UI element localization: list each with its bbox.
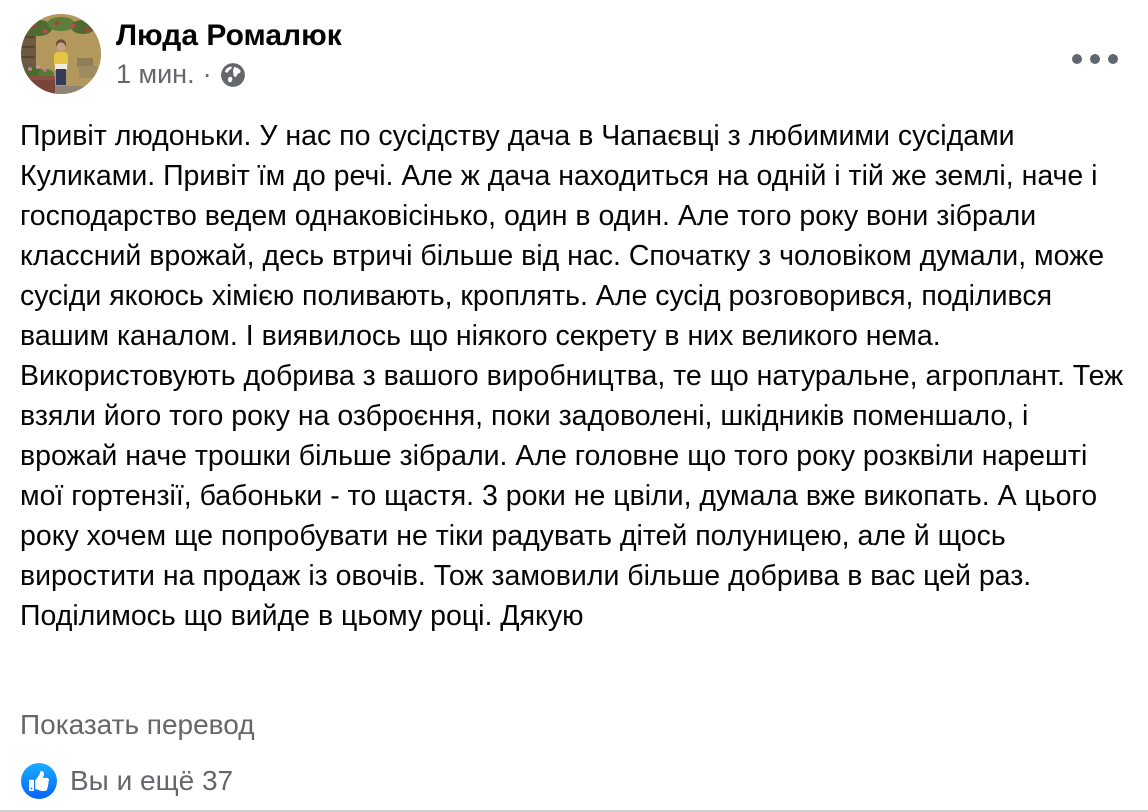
meta-separator: · <box>202 59 212 89</box>
globe-icon <box>220 62 246 88</box>
post-body-text: Привіт людоньки. У нас по сусідству дача в Чапаєвці з любимими сусідами Куликами. Привіт їм до речі. Але ж дача находиться на одній і тій же землі, наче і господарство ведем однаковісінько, один в один. Але того року вони зібрали классний врожай, десь втричі більше від нас. Спочатку з чоловіком думали, може сусіди якоюсь хімією поливають, кроплять. Але сусід розговорився, поділився вашим каналом. І виявилось що ніякого секрету в них великого нема. Використовують добрива з вашого виробництва, те що натуральне, агроплант. Теж взяли його того року на озброєння, поки задоволені, шкідників поменшало, і врожай наче трошки більше зібрали. Але головне що того року розквіли нарешті мої гортензії, бабоньки - то щастя. 3 роки не цвіли, думала вже викопать. А цього року хочем ще попробувати не тіки радувать дітей полуницею, але й щось виростити на продаж із овочів. Тож замовили більше добрива в вас цей раз. Поділимось що вийде в цьому році. Дякую <box>20 120 1132 632</box>
reactions-bar[interactable] <box>21 763 233 799</box>
header-info <box>116 14 342 94</box>
avatar[interactable] <box>21 14 101 94</box>
timestamp[interactable]: 1 мин. <box>116 59 195 89</box>
author-name[interactable]: Люда Ромалюк <box>116 19 342 52</box>
show-translation-link[interactable]: Показать перевод <box>20 709 255 740</box>
post-menu-button[interactable] <box>1068 42 1122 76</box>
ellipsis-dot <box>1072 54 1082 64</box>
ellipsis-dot <box>1108 54 1118 64</box>
post-meta <box>116 59 342 90</box>
thumbs-up-icon[interactable] <box>21 763 57 799</box>
reactions-summary[interactable]: Вы и ещё 37 <box>70 765 234 796</box>
avatar-image <box>21 14 101 94</box>
post-header <box>21 14 1128 94</box>
ellipsis-dot <box>1090 54 1100 64</box>
